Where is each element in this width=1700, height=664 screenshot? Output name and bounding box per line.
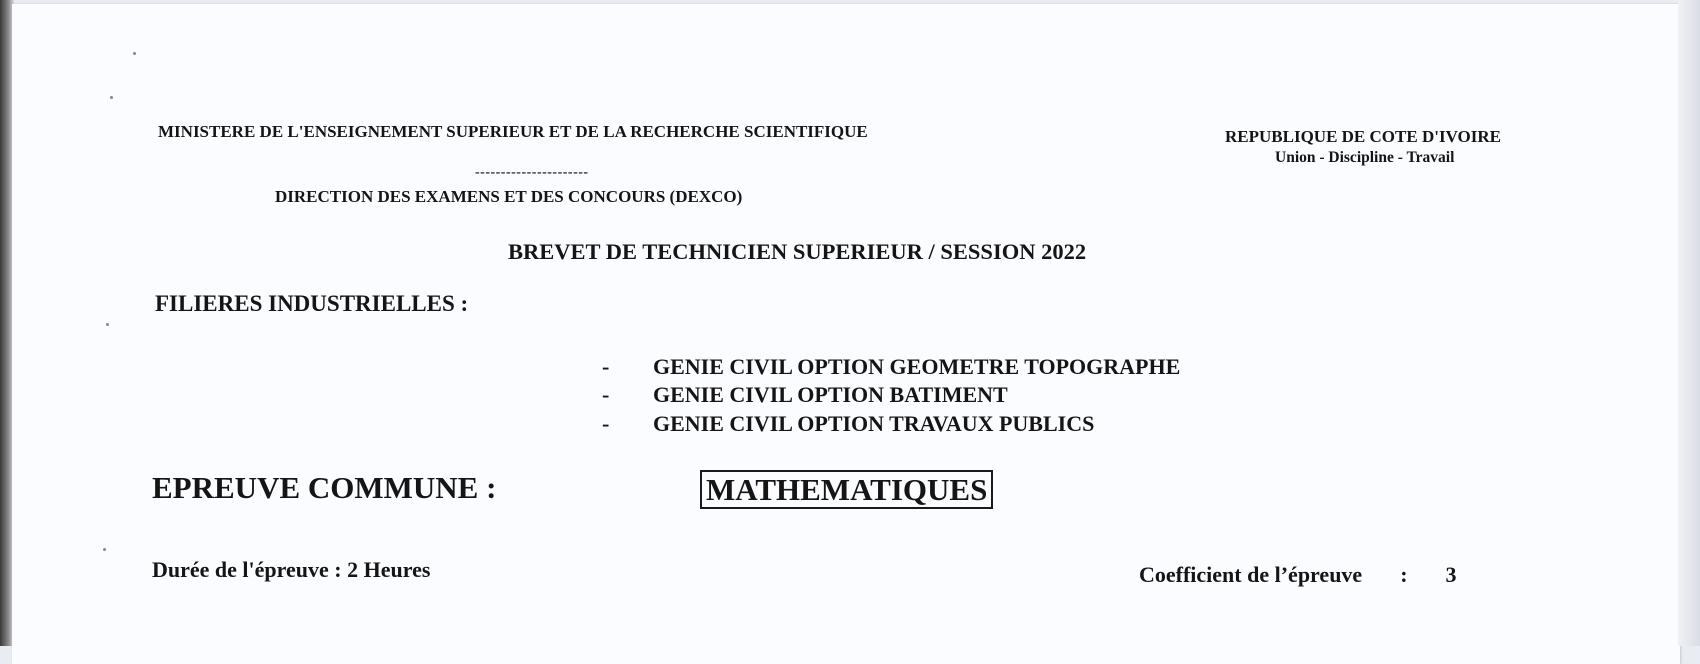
scan-speck — [110, 96, 113, 99]
national-motto: Union - Discipline - Travail — [1275, 149, 1455, 166]
subject-box: MATHEMATIQUES — [700, 470, 993, 509]
streams-label: FILIERES INDUSTRIELLES : — [155, 291, 469, 316]
option-item — [602, 413, 1094, 435]
country-heading: REPUBLIQUE DE COTE D'IVOIRE — [1225, 127, 1501, 146]
option-bullet: - — [602, 354, 610, 379]
exam-coefficient — [1139, 564, 1457, 586]
coefficient-value: 3 — [1445, 562, 1457, 587]
option-label: GENIE CIVIL OPTION GEOMETRE TOPOGRAPHE — [653, 354, 1181, 379]
coefficient-separator: : — [1400, 562, 1408, 587]
exam-title: BREVET DE TECHNICIEN SUPERIEUR / SESSION 2022 — [508, 239, 1087, 264]
ministry-heading: MINISTERE DE L'ENSEIGNEMENT SUPERIEUR ET DE LA RECHERCHE SCIENTIFIQUE — [158, 122, 868, 141]
option-item — [602, 356, 1180, 378]
coefficient-label: Coefficient de l’épreuve — [1139, 562, 1363, 587]
scan-speck — [103, 548, 106, 551]
scan-right-edge — [1678, 0, 1700, 646]
option-label: GENIE CIVIL OPTION TRAVAUX PUBLICS — [653, 411, 1095, 436]
scan-speck — [133, 52, 136, 55]
option-label: GENIE CIVIL OPTION BATIMENT — [653, 382, 1008, 407]
option-bullet: - — [602, 411, 610, 436]
exam-duration: Durée de l'épreuve : 2 Heures — [152, 557, 431, 582]
option-bullet: - — [602, 382, 610, 407]
header-separator: ---------------------- — [475, 165, 589, 180]
direction-heading: DIRECTION DES EXAMENS ET DES CONCOURS (DEXCO) — [275, 187, 743, 206]
scan-speck — [106, 323, 109, 326]
paper-label: EPREUVE COMMUNE : — [152, 470, 497, 505]
option-item — [602, 384, 1008, 406]
